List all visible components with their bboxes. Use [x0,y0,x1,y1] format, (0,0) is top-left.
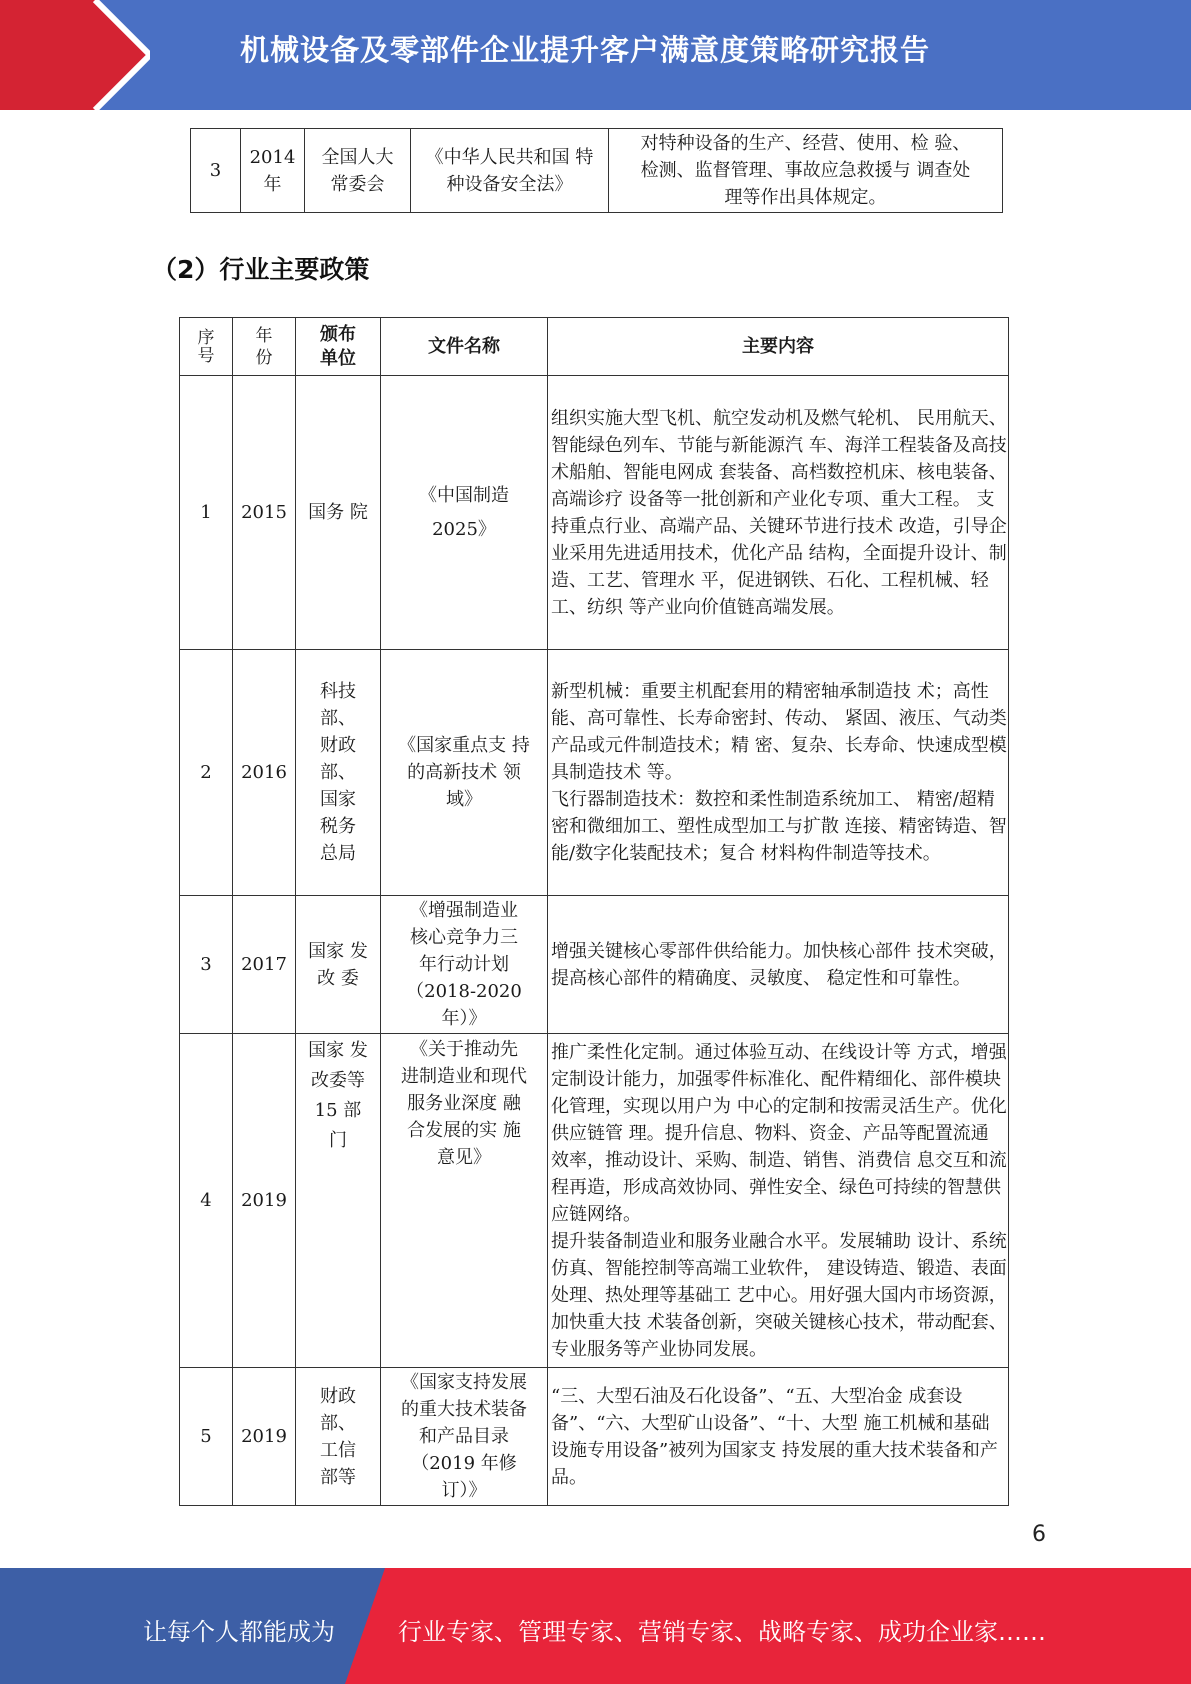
footer-slogan-left: 让每个人都能成为 [143,1618,335,1646]
row-content: “三、大型石油及石化设备”、“五、大型冶金 成套设备”、“六、大型矿山设备”、“十、大型 施工机械和基础设施专用设备”被列为国家支 持发展的重大技术装备和产品。 [548,1368,1009,1506]
row-year: 2016 [233,650,296,896]
row-content: 增强关键核心零部件供给能力。加快核心部件 技术突破，提高核心部件的精确度、灵敏度、 稳定性和可靠性。 [548,896,1009,1034]
section-heading: （2）行业主要政策 [152,255,370,284]
policy-table [179,317,1009,1506]
row-issuer: 科技 部、 财政 部、 国家 税务 总局 [296,650,381,896]
table-row [180,896,1009,1034]
report-title: 机械设备及零部件企业提升客户满意度策略研究报告 [240,33,931,67]
header-red-arrow-decoration [0,0,150,110]
table-header-row [180,318,1009,376]
header-issuer: 颁布 单位 [296,318,381,376]
row-document-name: 《增强制造业 核心竞争力三 年行动计划 （2018-2020 年）》 [381,896,548,1034]
row-number: 1 [180,376,233,650]
table-row [191,129,1003,213]
row-issuer: 国家 发 改 委 [296,896,381,1034]
row-number: 3 [180,896,233,1034]
row-document-name: 《国家重点支 持 的高新技术 领 域》 [381,650,548,896]
header-number: 序 号 [180,318,233,376]
row-issuer: 国家 发 改委等 15 部 门 [296,1034,381,1368]
row-content: 对特种设备的生产、经营、使用、检 验、 检测、监督管理、事故应急救援与 调查处 理等作出具体规定。 [609,129,1003,213]
row-year: 2014 年 [241,129,305,213]
table-row [180,376,1009,650]
row-content: 推广柔性化定制。通过体验互动、在线设计等 方式，增强定制设计能力，加强零件标准化、配件精细化、部件模块化管理，实现以用户为 中心的定制和按需灵活生产。优化供应链管 理。提升信息、物料、资金、产品等配置流通 效率，推动设计、采购、制造、销售、消费信 息交互和流程再造，形成高效协同、弹性安全、绿色可持续的智慧供应链网络。 提升装备制造业和服务业融合水平。发展辅助 设计、系统仿真、智能控制等高端工业软件， 建设铸造、锻造、表面处理、热处理等基础工 艺中心。用好强大国内市场资源，加快重大技 术装备创新，突破关键核心技术，带动配套、 专业服务等产业协同发展。 [548,1034,1009,1368]
row-content: 新型机械：重要主机配套用的精密轴承制造技 术；高性能、高可靠性、长寿命密封、传动、 紧固、液压、气动类产品或元件制造技术；精 密、复杂、长寿命、快速成型模具制造技术 等。 飞行器制造技术：数控和柔性制造系统加工、 精密/超精密和微细加工、塑性成型加工与扩散 连接、精密铸造、智能/数字化装配技术；复合 材料构件制造等技术。 [548,650,1009,896]
continued-law-table [190,128,1003,213]
page-number: 6 [1032,1522,1046,1547]
row-document-name: 《中华人民共和国 特 种设备安全法》 [411,129,609,213]
row-number: 3 [191,129,241,213]
page-footer [0,1568,1191,1684]
row-document-name: 《国家支持发展 的重大技术装备 和产品目录 （2019 年修 订）》 [381,1368,548,1506]
table-row [180,1034,1009,1368]
row-document-name: 《中国制造 2025》 [381,376,548,650]
header-content: 主要内容 [548,318,1009,376]
header-year: 年 份 [233,318,296,376]
table-row [180,1368,1009,1506]
row-number: 4 [180,1034,233,1368]
row-year: 2017 [233,896,296,1034]
header-document-name: 文件名称 [381,318,548,376]
row-issuer: 全国人大 常委会 [305,129,411,213]
row-year: 2019 [233,1368,296,1506]
row-issuer: 国务 院 [296,376,381,650]
page-header [0,0,1191,110]
table-row [180,650,1009,896]
row-number: 2 [180,650,233,896]
row-issuer: 财政 部、 工信 部等 [296,1368,381,1506]
row-document-name: 《关于推动先 进制造业和现代 服务业深度 融 合发展的实 施 意见》 [381,1034,548,1368]
row-number: 5 [180,1368,233,1506]
footer-slogan-right: 行业专家、管理专家、营销专家、战略专家、成功企业家…… [398,1618,1046,1646]
row-content: 组织实施大型飞机、航空发动机及燃气轮机、 民用航天、智能绿色列车、节能与新能源汽 车、海洋工程装备及高技术船舶、智能电网成 套装备、高档数控机床、核电装备、高端诊疗 设备等一批创新和产业化专项、重大工程。 支持重点行业、高端产品、关键环节进行技术 改造，引导企业采用先进适用技术，优化产品 结构，全面提升设计、制造、工艺、管理水 平，促进钢铁、石化、工程机械、轻工、纺织 等产业向价值链高端发展。 [548,376,1009,650]
row-year: 2015 [233,376,296,650]
row-year: 2019 [233,1034,296,1368]
